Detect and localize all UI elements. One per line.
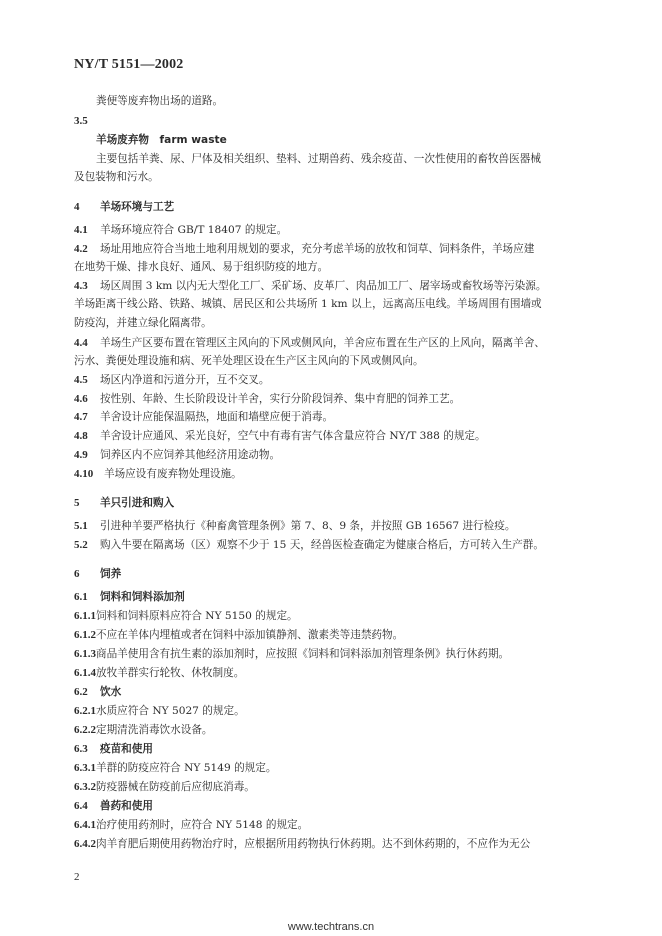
clause-number: 4.9 (74, 449, 88, 461)
body-text-line: 按性别、年龄、生长阶段设计羊舍，实行分阶段饲养、集中育肥的饲养工艺。 (100, 393, 461, 405)
body-text-line: 羊场应设有废弃物处理设施。 (104, 468, 242, 480)
clause-number: 4.10 (74, 468, 94, 480)
body-text-line: 场址用地应符合当地土地利用规划的要求，充分考虑羊场的放牧和饲草、饲料条件，羊场应建 (100, 243, 535, 255)
section-heading: 兽药和使用 (100, 800, 153, 812)
body-text-line: 饲养区内不应饲养其他经济用途动物。 (100, 449, 281, 461)
clause-number: 6.1.1 (74, 610, 96, 622)
clause-number: 4 (74, 201, 80, 213)
body-text-line: 及包装物和污水。 (74, 171, 159, 183)
body-text-line: 羊场距离干线公路、铁路、城镇、居民区和公共场所 1 km 以上，远离高压电线。羊场周围有围墙或 (74, 298, 542, 310)
body-text-line: 粪便等废弃物出场的道路。 (96, 95, 224, 107)
clause-number: 6 (74, 568, 80, 580)
clause-number: 6.3.1 (74, 762, 96, 774)
body-text-line: 肉羊育肥后期使用药物治疗时，应根据所用药物执行休药期。达不到休药期的，不应作为无公 (96, 838, 531, 850)
section-heading: 羊只引进和购入 (100, 497, 175, 509)
body-text-line: 防疫沟，并建立绿化隔离带。 (74, 317, 212, 329)
body-text-line: 治疗使用药剂时，应符合 NY 5148 的规定。 (96, 819, 309, 831)
body-text-line: 水质应符合 NY 5027 的规定。 (96, 705, 245, 717)
section-heading: 疫苗和使用 (100, 743, 153, 755)
body-text-line: 主要包括羊粪、尿、尸体及相关组织、垫料、过期兽药、残余疫苗、一次性使用的畜牧兽医器械 (96, 153, 541, 165)
body-text-line: 羊群的防疫应符合 NY 5149 的规定。 (96, 762, 277, 774)
clause-number: 4.6 (74, 393, 88, 405)
clause-number: 6.1.2 (74, 629, 96, 641)
clause-number: 4.3 (74, 280, 88, 292)
clause-number: 6.1.4 (74, 667, 96, 679)
clause-number: 6.3 (74, 743, 88, 755)
body-text-line: 放牧羊群实行轮牧、休牧制度。 (96, 667, 245, 679)
clause-number: 6.4.2 (74, 838, 96, 850)
body-text-line: 羊舍设计应能保温隔热，地面和墙壁应便于消毒。 (100, 411, 334, 423)
body-text-line: 污水、粪便处理设施和病、死羊处理区设在生产区主风向的下风或侧风向。 (74, 355, 424, 367)
clause-number: 6.2 (74, 686, 88, 698)
clause-number: 5 (74, 497, 80, 509)
clause-number: 4.2 (74, 243, 88, 255)
section-heading: 饲料和饲料添加剂 (100, 591, 185, 603)
body-text-line: 商品羊使用含有抗生素的添加剂时，应按照《饲料和饲料添加剂管理条例》执行休药期。 (96, 648, 510, 660)
clause-number: 6.4.1 (74, 819, 96, 831)
clause-number: 6.1 (74, 591, 88, 603)
body-text-line: 饲料和饲料原料应符合 NY 5150 的规定。 (96, 610, 298, 622)
footer-url[interactable]: www.techtrans.cn (287, 921, 375, 933)
clause-number: 6.4 (74, 800, 88, 812)
clause-number: 3.5 (74, 115, 88, 127)
body-text-line: 引进种羊要严格执行《种畜禽管理条例》第 7、8、9 条，并按照 GB 16567 进行检疫。 (100, 520, 516, 532)
body-text-line: 定期清洗消毒饮水设备。 (96, 724, 213, 736)
doc-header-code: NY/T 5151—2002 (74, 57, 184, 72)
body-text-line: 在地势干燥、排水良好、通风、易于组织防疫的地方。 (74, 261, 329, 273)
clause-number: 4.1 (74, 224, 88, 236)
clause-number: 6.2.2 (74, 724, 96, 736)
body-text-line: 羊场环境应符合 GB/T 18407 的规定。 (100, 224, 288, 236)
body-text-line: 场区内净道和污道分开，互不交叉。 (100, 374, 270, 386)
section-heading: 羊场环境与工艺 (100, 201, 175, 213)
clause-number: 4.4 (74, 337, 88, 349)
clause-number: 5.1 (74, 520, 88, 532)
clause-number: 6.2.1 (74, 705, 96, 717)
clause-number: 4.8 (74, 430, 88, 442)
body-text-line: 防疫器械在防疫前后应彻底消毒。 (96, 781, 255, 793)
body-text-line: 购入牛要在隔离场（区）观察不少于 15 天，经兽医检查确定为健康合格后，方可转入生产群。 (100, 539, 544, 551)
body-text-line: 羊场生产区要布置在管理区主风向的下风或侧风向，羊舍应布置在生产区的上风向，隔离羊舍、 (100, 337, 545, 349)
clause-number: 6.1.3 (74, 648, 96, 660)
section-heading: 饮水 (100, 686, 122, 698)
clause-number: 4.7 (74, 411, 88, 423)
page-number: 2 (74, 871, 80, 883)
clause-number: 4.5 (74, 374, 88, 386)
body-text-line: 不应在羊体内埋植或者在饲料中添加镇静剂、激素类等违禁药物。 (96, 629, 404, 641)
section-heading: 羊场废弃物 farm waste (96, 134, 227, 146)
clause-number: 5.2 (74, 539, 88, 551)
section-heading: 饲养 (100, 568, 122, 580)
body-text-line: 场区周围 3 km 以内无大型化工厂、采矿场、皮革厂、肉品加工厂、屠宰场或畜牧场等污染源。 (100, 280, 547, 292)
clause-number: 6.3.2 (74, 781, 96, 793)
body-text-line: 羊舍设计应通风、采光良好，空气中有毒有害气体含量应符合 NY/T 388 的规定。 (100, 430, 486, 442)
